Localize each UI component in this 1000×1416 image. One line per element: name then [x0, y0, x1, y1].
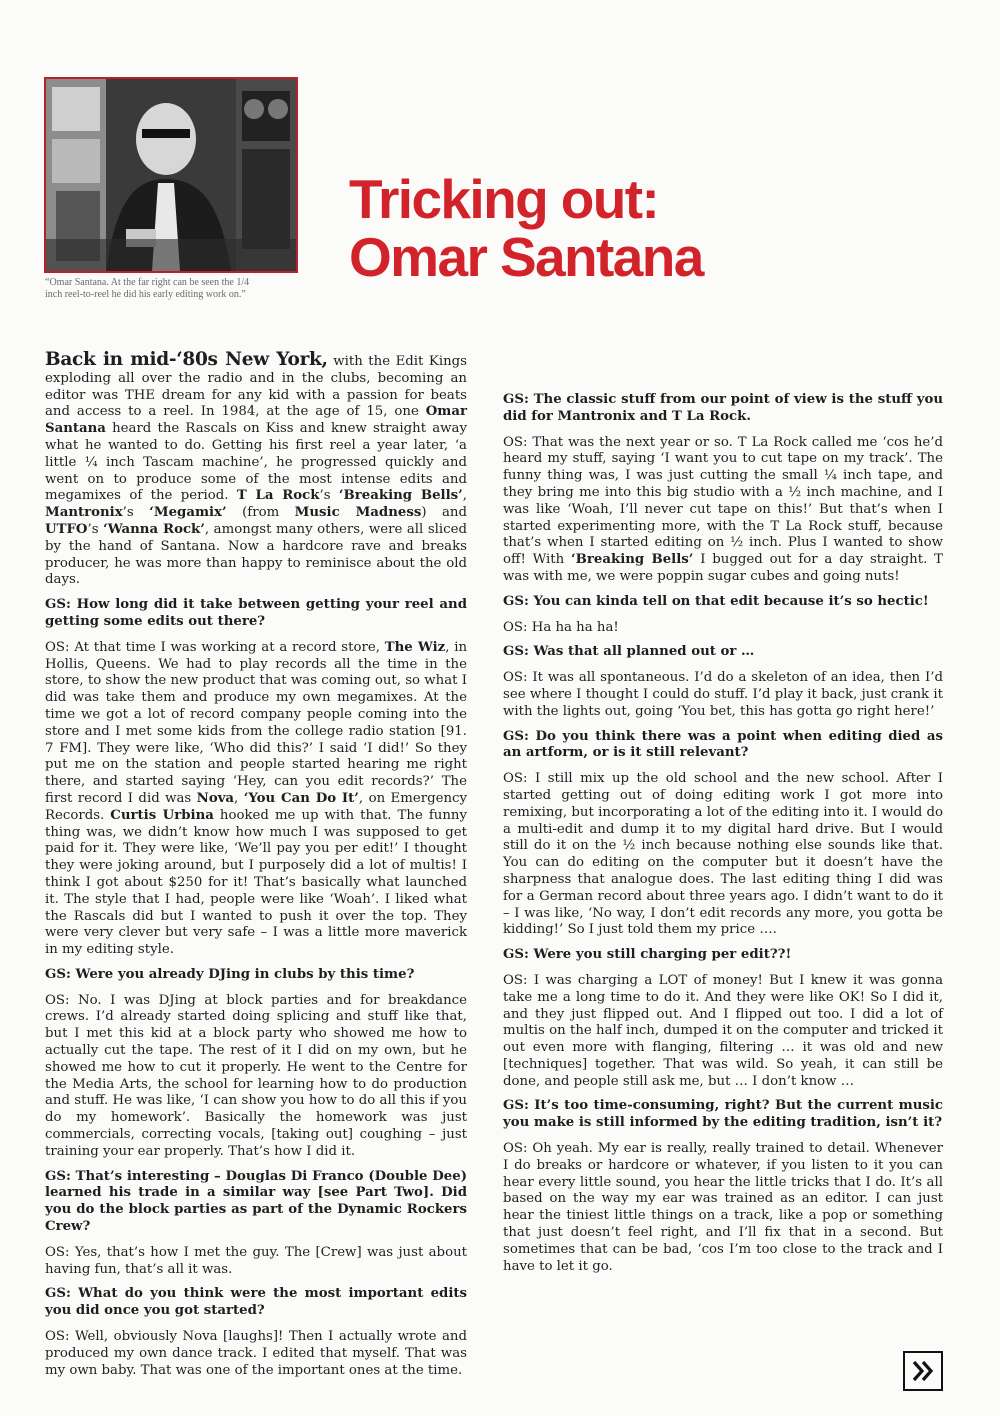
- question-4: GS: What do you think were the most important edits you did once you got started?: [45, 1286, 467, 1319]
- title-line-2: Omar Santana: [349, 226, 703, 288]
- answer-9: OS: I was charging a LOT of money! But I knew it was gonna take me a long time to do it. And they were like OK! So I did it, and they just flipped out. And I flipped out too. I did a lot of multis on the half inch, dumped it on the computer and tricked it out even more with flanging, filtering … it was old and new [techniques] together. That was wild. So yeah, it can still be done, and people still ask me, but … I don’t know …: [503, 972, 943, 1089]
- left-column: [45, 349, 468, 1387]
- article-title: [349, 170, 989, 286]
- lead-in-heading: Back in mid-‘80s New York,: [45, 349, 328, 370]
- question-3: GS: That’s interesting – Douglas Di Franco (Double Dee) learned his trade in a similar way [see Part Two]. Did you do the block parties as part of the Dynamic Rockers Crew?: [45, 1168, 467, 1235]
- answer-6: OS: Ha ha ha ha!: [503, 619, 619, 635]
- question-1: GS: How long did it take between getting your reel and getting some edits out there?: [45, 597, 467, 629]
- photo-omar-santana: [44, 77, 298, 273]
- question-9: GS: Were you still charging per edit??!: [503, 947, 792, 963]
- question-2: GS: Were you already DJing in clubs by this time?: [45, 966, 415, 982]
- photo-caption: “Omar Santana. At the far right can be seen the 1/4 inch reel-to-reel he did his early editing work on.”: [45, 277, 250, 301]
- next-page-button[interactable]: [903, 1351, 943, 1391]
- question-5: GS: The classic stuff from our point of view is the stuff you did for Mantronix and T La Rock.: [503, 392, 943, 424]
- intro-paragraph: Back in mid-‘80s New York, with the Edit Kings exploding all over the radio and in the clubs, becoming an editor was THE dream for any kid with a passion for beats and access to a reel. In 1984, at the age of 15, one Omar Santana heard the Rascals on Kiss and knew straight away what he wanted to do. Getting his first reel a year later, ‘a little ¼ inch Tascam machine’, he progressed quickly and went on to produce some of the most intense edits and megamixes of the period. T La Rock’s ‘Breaking Bells’, Mantronix’s ‘Megamix’ (from Music Madness) and UTFO’s ‘Wanna Rock’, amongst many others, were all sliced by the hand of Santana. Now a hardcore rave and breaks producer, he was more than happy to reminisce about the old days.: [45, 349, 468, 588]
- answer-4: OS: Well, obviously Nova [laughs]! Then I actually wrote and produced my own dance track. I edited that myself. That was my own baby. That was one of the important ones at the time.: [45, 1329, 467, 1378]
- question-6: GS: You can kinda tell on that edit because it’s so hectic!: [503, 593, 929, 609]
- answer-5: OS: That was the next year or so. T La Rock called me ‘cos he’d heard my stuff, saying ‘I want you to cut tape on my track’. The funny thing was, I was just cutting the small ¼ inch tape, and they bring me into this big studio with a ½ inch machine, and I was like ‘Woah, I’ll never cut tape on this!’ But that’s when I started experimenting more, with the T La Rock stuff, because that’s when I started editing on ½ inch. Plus I wanted to show off! With ‘Breaking Bells’ I bugged out for a day straight. T was with me, we were poppin sugar cubes and going nuts!: [503, 434, 943, 584]
- answer-7: OS: It was all spontaneous. I’d do a skeleton of an idea, then I’d see where I thought I could do stuff. I’d play it back, just crank it with the lights out, going ‘You bet, this has gotta go right here!’: [503, 670, 943, 719]
- double-chevron-right-icon: [909, 1357, 937, 1385]
- studio-photo-illustration: [46, 79, 296, 271]
- question-8: GS: Do you think there was a point when editing died as an artform, or is it still relevant?: [503, 728, 943, 761]
- answer-3: OS: Yes, that’s how I met the guy. The [Crew] was just about having fun, that’s all it was.: [45, 1244, 467, 1277]
- question-7: GS: Was that all planned out or …: [503, 644, 755, 660]
- right-column: [503, 392, 943, 1283]
- answer-2: OS: No. I was DJing at block parties and for breakdance crews. I’d already started doing splicing and stuff like that, but I met this kid at a block party who showed me how to actually cut the tape. The rest of it I did on my own, but he showed me how to cut it properly. He went to the Centre for the Media Arts, the school for learning how to do production and stuff. He was like, ‘I can show you how to do all this if you do my homework’. Basically the homework was just commercials, correcting vocals, [taking out] coughing – just training your ear properly. That’s how I did it.: [45, 992, 467, 1159]
- answer-1: OS: At that time I was working at a record store, The Wiz, in Hollis, Queens. We had to play records all the time in the store, to show the new product that was coming out, so what I did was take them and produce my own megamixes. At the time we got a lot of record company people coming into the store and I met some kids from the college radio station [91. 7 FM]. They were like, ‘Who did this?’ I said ‘I did!’ So they put me on the station and people started hearing me right there, and started saying ‘Hey, can you edit records?’ The first record I did was Nova, ‘You Can Do It’, on Emergency Records. Curtis Urbina hooked me up with that. The funny thing was, we didn’t know how much I was supposed to get paid for it. They were like, ‘We’ll pay you per edit!’ I thought they were joking around, but I purposely did a lot of multis! I think I got about $250 for it! That’s basically what launched it. The style that I had, people were like ‘Woah’. I liked what the Rascals did but I wanted to push it over the top. They were very clever but very safe – I was a little more maverick in my editing style.: [45, 639, 468, 958]
- title-line-1: Tricking out:: [349, 168, 659, 230]
- question-10: GS: It’s too time-consuming, right? But the current music you make is still informed by the editing tradition, isn’t it?: [503, 1098, 943, 1131]
- answer-8: OS: I still mix up the old school and the new school. After I started getting out of doing editing work I got more into remixing, but incorporating a lot of the editing into it. I would do a multi-edit and dump it to my digital hard drive. But I would still do it on the ½ inch because nothing else sounds like that. You can do editing on the computer but it doesn’t have the sharpness that analogue does. The last editing thing I did was for a German record about three years ago. I didn’t want to do it – I was like, ‘No way, I don’t edit records any more, you gotta be kidding!’ So I just told them my price ….: [503, 771, 943, 938]
- answer-10: OS: Oh yeah. My ear is really, really trained to detail. Whenever I do breaks or hardcore or whatever, if you listen to it you can hear every little sound, you hear the little tricks that I do. It’s all based on the way my ear was trained as an editor. I can just hear the tiniest little things on a track, like a pop or something that just doesn’t feel right, and I’ll fix that in a second. But sometimes that can be bad, ‘cos I’m too close to the track and I have to let it go.: [503, 1141, 943, 1274]
